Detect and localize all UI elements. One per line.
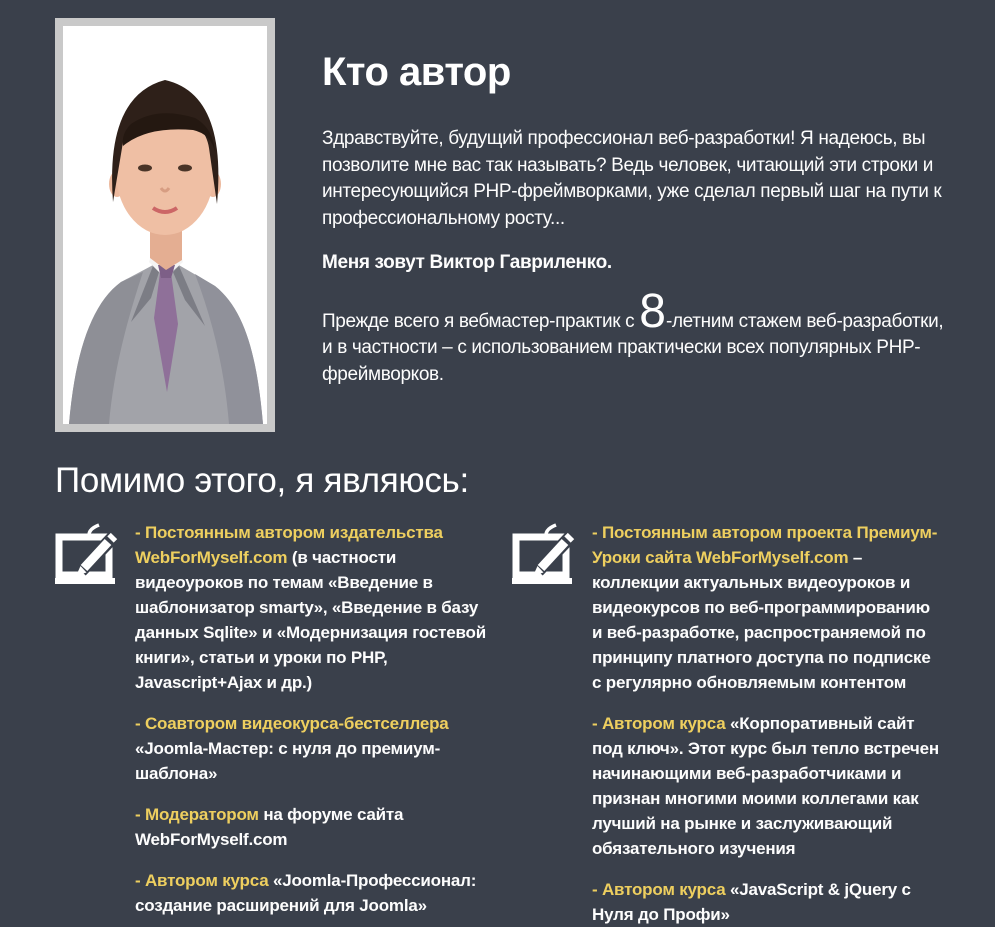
roles-section-title: Помимо этого, я являюсь: (55, 461, 469, 500)
role-item (135, 868, 490, 918)
role-item (592, 711, 939, 861)
roles-columns (55, 520, 939, 927)
page-title: Кто автор (322, 50, 511, 94)
role-item-lead: - Автором курса (592, 880, 726, 899)
role-item-lead: - Модератором (135, 805, 259, 824)
role-item (135, 802, 490, 852)
role-item-text: «Joomla-Профессионал: создание расширений для Joomla» (135, 871, 477, 915)
role-item-text: (в частности видеоуроков по темам «Введение в шаблонизатор smarty», «Введение в базу данных Sqlite» и «Модернизация гостевой книги», статьи и уроки по PHP, Javascript+Ajax и др.) (135, 548, 486, 692)
author-photo (55, 18, 275, 432)
author-portrait-image (63, 26, 267, 424)
experience-paragraph (322, 284, 944, 389)
roles-column-right (512, 520, 939, 927)
role-item (592, 877, 939, 927)
role-item-text: – коллекции актуальных видеоуроков и видеокурсов по веб-программированию и веб-разработке, распространяемой по принципу платного доступа по подписке с регулярно обновляемым контентом (592, 548, 931, 692)
years-number: 8 (639, 284, 666, 338)
role-item-text: «JavaScript & jQuery с Нуля до Профи» (592, 880, 911, 924)
experience-text-before: Прежде всего я вебмастер-практик с (322, 310, 640, 332)
role-item-lead: - Соавтором видеокурса-бестселлера (135, 714, 449, 733)
role-item-lead: - Автором курса (592, 714, 726, 733)
role-item-lead: - Постоянным автором проекта Премиум-Уроки сайта WebForMyself.com (592, 523, 938, 567)
role-item (592, 520, 939, 695)
role-item-text: на форуме сайта WebForMyself.com (135, 805, 404, 849)
author-name-line: Меня зовут Виктор Гавриленко. (322, 252, 612, 273)
tablet-pencil-icon (55, 520, 135, 585)
tablet-pencil-icon (512, 520, 592, 585)
role-item-lead: - Постоянным автором издательства WebForMyself.com (135, 523, 443, 567)
role-item (135, 520, 490, 695)
intro-paragraph: Здравствуйте, будущий профессионал веб-разработки! Я надеюсь, вы позволите мне вас так называть? Ведь человек, читающий эти строки и интересующийся PHP-фреймворками, уже сделал первый шаг на пути к профессиональному росту... (322, 128, 942, 229)
role-item (135, 711, 490, 786)
role-item-lead: - Автором курса (135, 871, 269, 890)
experience-text-after: -летним стажем веб-разработки, и в частности – с использованием практически всех популярных PHP-фреймворков. (322, 310, 944, 385)
roles-column-left (55, 520, 490, 927)
role-item-text: «Корпоративный сайт под ключ». Этот курс был тепло встречен начинающими веб-разработчиками и признан многими моими коллегами как лучший на рынке и заслуживающий обязательного изучения (592, 714, 939, 858)
about-section (322, 50, 944, 388)
roles-list-right (592, 520, 939, 927)
role-item-text: «Joomla-Мастер: с нуля до премиум-шаблона» (135, 739, 441, 783)
roles-list-left (135, 520, 490, 918)
